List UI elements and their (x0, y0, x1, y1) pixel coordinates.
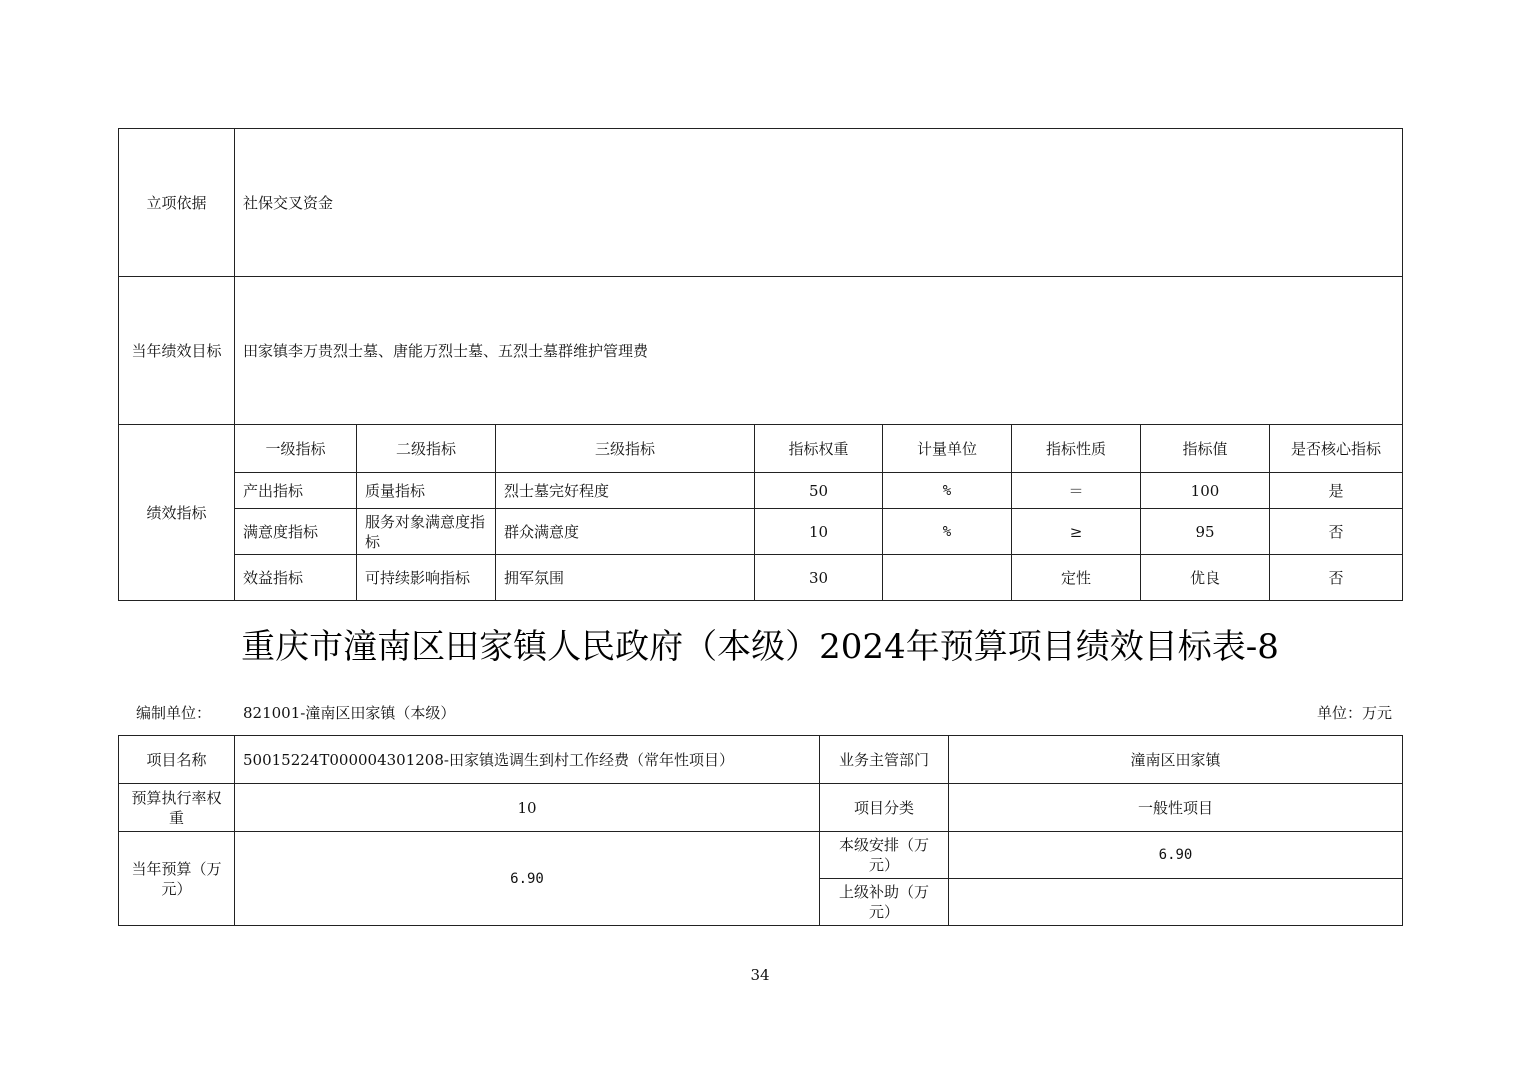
dept-value: 潼南区田家镇 (949, 736, 1403, 784)
header-value: 指标值 (1141, 425, 1270, 473)
header-level2: 二级指标 (357, 425, 496, 473)
header-nature: 指标性质 (1012, 425, 1141, 473)
dept-label: 业务主管部门 (820, 736, 949, 784)
currency-unit: 单位：万元 (1316, 704, 1392, 722)
title-suffix: 年预算项目绩效目标表 (905, 627, 1246, 667)
exec-rate-value: 10 (235, 784, 820, 832)
goal-label: 当年绩效目标 (119, 277, 235, 425)
goal-value: 田家镇李万贵烈士墓、唐能万烈士墓、五烈士墓群维护管理费 (235, 277, 1403, 425)
header-level3: 三级指标 (496, 425, 755, 473)
row-unit: % (883, 509, 1012, 555)
title-number: -8 (1245, 627, 1279, 667)
row-level1: 效益指标 (235, 555, 357, 601)
table-row (119, 509, 1403, 555)
row-unit: % (883, 473, 1012, 509)
row-unit (883, 555, 1012, 601)
row-level3: 拥军氛围 (496, 555, 755, 601)
row-value: 95 (1141, 509, 1270, 555)
row-nature: 定性 (1012, 555, 1141, 601)
exec-rate-label: 预算执行率权重 (119, 784, 235, 832)
row-value: 100 (1141, 473, 1270, 509)
project-name-label: 项目名称 (119, 736, 235, 784)
row-nature: ＝ (1012, 473, 1141, 509)
row-core: 是 (1270, 473, 1403, 509)
row-level2: 服务对象满意度指标 (357, 509, 496, 555)
row-level2: 质量指标 (357, 473, 496, 509)
meta-row (0, 702, 1520, 722)
local-label: 本级安排（万元） (820, 832, 949, 879)
table-row (119, 555, 1403, 601)
row-level1: 产出指标 (235, 473, 357, 509)
budget-label: 当年预算（万元） (119, 832, 235, 926)
table-row (119, 473, 1403, 509)
performance-goal-table (118, 128, 1403, 601)
budget-value: 6.90 (235, 832, 820, 926)
row-nature: ≥ (1012, 509, 1141, 555)
row-level2: 可持续影响指标 (357, 555, 496, 601)
row-core: 否 (1270, 555, 1403, 601)
local-value: 6.90 (949, 832, 1403, 879)
row-weight: 10 (755, 509, 883, 555)
category-label: 项目分类 (820, 784, 949, 832)
basis-label: 立项依据 (119, 129, 235, 277)
header-weight: 指标权重 (755, 425, 883, 473)
header-level1: 一级指标 (235, 425, 357, 473)
row-level1: 满意度指标 (235, 509, 357, 555)
row-weight: 30 (755, 555, 883, 601)
basis-value: 社保交叉资金 (235, 129, 1403, 277)
header-core: 是否核心指标 (1270, 425, 1403, 473)
row-level3: 烈士墓完好程度 (496, 473, 755, 509)
subsidy-label: 上级补助（万元） (820, 879, 949, 926)
row-value: 优良 (1141, 555, 1270, 601)
project-name-value: 50015224T000004301208-田家镇选调生到村工作经费（常年性项目） (235, 736, 820, 784)
page-title (0, 622, 1520, 672)
category-value: 一般性项目 (949, 784, 1403, 832)
row-level3: 群众满意度 (496, 509, 755, 555)
compiling-unit-label: 编制单位： (136, 704, 212, 722)
subsidy-value (949, 879, 1403, 926)
header-unit: 计量单位 (883, 425, 1012, 473)
project-info-table (118, 735, 1403, 926)
title-year: 2024 (819, 627, 906, 667)
row-weight: 50 (755, 473, 883, 509)
row-core: 否 (1270, 509, 1403, 555)
compiling-unit-value: 821001-潼南区田家镇（本级） (243, 704, 456, 722)
indicator-label: 绩效指标 (119, 425, 235, 601)
page-number: 34 (750, 966, 770, 984)
title-prefix: 重庆市潼南区田家镇人民政府（本级） (241, 627, 820, 667)
